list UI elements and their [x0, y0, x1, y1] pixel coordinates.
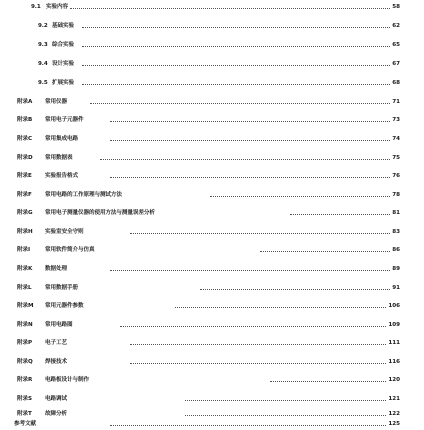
dot-leader [290, 214, 396, 215]
toc-row[interactable] [0, 263, 424, 275]
toc-entry-title: 扩展实验 [52, 77, 76, 89]
toc-entry-title: 焊接技术 [45, 356, 69, 368]
toc-entry-page: 62 [390, 20, 400, 32]
toc-entry-label: 9.2 [38, 23, 48, 29]
toc-entry-page: 67 [390, 58, 400, 70]
toc-entry-label: 附录K [17, 266, 33, 272]
dot-leader [185, 415, 396, 416]
toc-entry-page: 71 [390, 96, 400, 108]
toc-entry-label: 附录B [17, 117, 33, 123]
toc-row[interactable] [0, 133, 424, 145]
toc-row[interactable] [0, 20, 424, 32]
toc-entry-page: 91 [390, 282, 400, 294]
toc-row[interactable] [0, 189, 424, 201]
dot-leader [130, 363, 396, 364]
toc-row[interactable] [0, 300, 424, 312]
toc-entry-page: 86 [390, 244, 400, 256]
toc-entry-title: 常用数据手册 [45, 282, 80, 294]
toc-row[interactable] [0, 152, 424, 164]
toc-entry-page: 109 [386, 319, 400, 331]
toc-row[interactable] [0, 114, 424, 126]
toc-entry-title: 常用软件简介与仿真 [45, 244, 96, 256]
toc-row[interactable] [0, 207, 424, 219]
toc-entry-title: 电路板设计与制作 [45, 374, 91, 386]
dot-leader [200, 289, 396, 290]
toc-entry-label: 附录P [17, 340, 32, 346]
dot-leader [110, 425, 396, 426]
toc-entry-title: 设计实验 [52, 58, 76, 70]
toc-entry-page: 111 [386, 337, 400, 349]
toc-entry-label: 附录L [17, 285, 32, 291]
toc-entry-title: 常用电路图 [45, 319, 74, 331]
toc-row[interactable] [0, 58, 424, 70]
toc-entry-label: 9.4 [38, 61, 48, 67]
toc-entry-label: 附录C [17, 136, 32, 142]
dot-leader [90, 103, 396, 104]
toc-entry-page: 73 [390, 114, 400, 126]
dot-leader [120, 326, 396, 327]
toc-entry-page: 76 [390, 170, 400, 182]
toc-row[interactable] [0, 374, 424, 386]
toc-row[interactable] [0, 244, 424, 256]
toc-entry-label: 9.1 [31, 4, 41, 10]
toc-row[interactable] [0, 96, 424, 108]
dot-leader [210, 196, 396, 197]
toc-entry-title: 综合实验 [52, 39, 76, 51]
dot-leader [110, 140, 396, 141]
toc-row[interactable] [0, 337, 424, 349]
toc-entry-label: 附录E [17, 173, 32, 179]
toc-entry-title: 实验室安全守则 [45, 226, 85, 238]
toc-entry-page: 83 [390, 226, 400, 238]
toc-entry-label: 附录M [17, 303, 34, 309]
toc-entry-label: 附录N [17, 322, 33, 328]
dot-leader [110, 177, 396, 178]
toc-entry-page: 89 [390, 263, 400, 275]
toc-entry-page: 120 [386, 374, 400, 386]
toc-entry-title: 常用电子元器件 [45, 114, 85, 126]
dot-leader [82, 46, 396, 47]
toc-entry-page: 58 [390, 1, 400, 13]
dot-leader [270, 381, 396, 382]
toc-entry-title: 常用仪器 [45, 96, 69, 108]
toc-entry-title: 基础实验 [52, 20, 76, 32]
toc-entry-page: 75 [390, 152, 400, 164]
toc-entry-page: 68 [390, 77, 400, 89]
toc-entry-label: 附录D [17, 155, 33, 161]
toc-entry-page: 74 [390, 133, 400, 145]
toc-row[interactable] [0, 39, 424, 51]
toc-row[interactable] [0, 418, 424, 430]
toc-row[interactable] [0, 393, 424, 405]
toc-entry-title: 常用数据表 [45, 152, 74, 164]
toc-entry-title: 数据处理 [45, 263, 69, 275]
toc-entry-label: 附录Q [17, 359, 33, 365]
toc-entry-label: 附录I [17, 247, 30, 253]
dot-leader [175, 307, 396, 308]
dot-leader [130, 233, 396, 234]
toc-row[interactable] [0, 170, 424, 182]
toc-entry-page: 78 [390, 189, 400, 201]
toc-row[interactable] [0, 77, 424, 89]
toc-entry-page: 121 [386, 393, 400, 405]
toc-entry-label: 附录H [17, 229, 33, 235]
dot-leader [82, 65, 396, 66]
toc-entry-label: 参考文献 [14, 421, 36, 427]
dot-leader [130, 344, 396, 345]
toc-entry-page: 125 [386, 418, 400, 430]
toc-entry-title: 常用集成电路 [45, 133, 80, 145]
dot-leader [110, 270, 396, 271]
toc-entry-title: 实验报告格式 [45, 170, 80, 182]
toc-row[interactable] [0, 282, 424, 294]
toc-entry-label: 附录G [17, 210, 33, 216]
toc-entry-title: 常用元器件参数 [45, 300, 85, 312]
toc-entry-title: 电子工艺 [45, 337, 69, 349]
toc-entry-label: 附录F [17, 192, 32, 198]
dot-leader [185, 400, 396, 401]
toc-entry-page: 106 [386, 300, 400, 312]
toc-row[interactable] [0, 226, 424, 238]
toc-entry-label: 附录R [17, 377, 33, 383]
toc-entry-title: 常用电路的工作原理与测试方法 [45, 189, 124, 201]
dot-leader [110, 121, 396, 122]
toc-entry-title: 实验内容 [46, 1, 70, 13]
dot-leader [100, 159, 396, 160]
dot-leader [82, 84, 396, 85]
toc-entry-title: 电路调试 [45, 393, 69, 405]
toc-row[interactable] [0, 319, 424, 331]
toc-row[interactable] [0, 1, 424, 13]
dot-leader [260, 251, 396, 252]
toc-entry-title: 常用电子测量仪器的使用方法与测量误差分析 [45, 207, 157, 219]
toc-entry-page: 122 [386, 408, 400, 420]
toc-entry-title: 故障分析 [45, 408, 69, 420]
toc-entry-label: 附录A [17, 99, 33, 105]
toc-entry-page: 65 [390, 39, 400, 51]
toc-entry-page: 81 [390, 207, 400, 219]
toc-entry-label: 附录T [17, 411, 32, 417]
dot-leader [82, 27, 396, 28]
toc-entry-page: 116 [386, 356, 400, 368]
toc-entry-label: 9.3 [38, 42, 48, 48]
dot-leader [70, 8, 396, 9]
toc-entry-label: 附录S [17, 396, 32, 402]
toc-entry-label: 9.5 [38, 80, 48, 86]
toc-row[interactable] [0, 356, 424, 368]
